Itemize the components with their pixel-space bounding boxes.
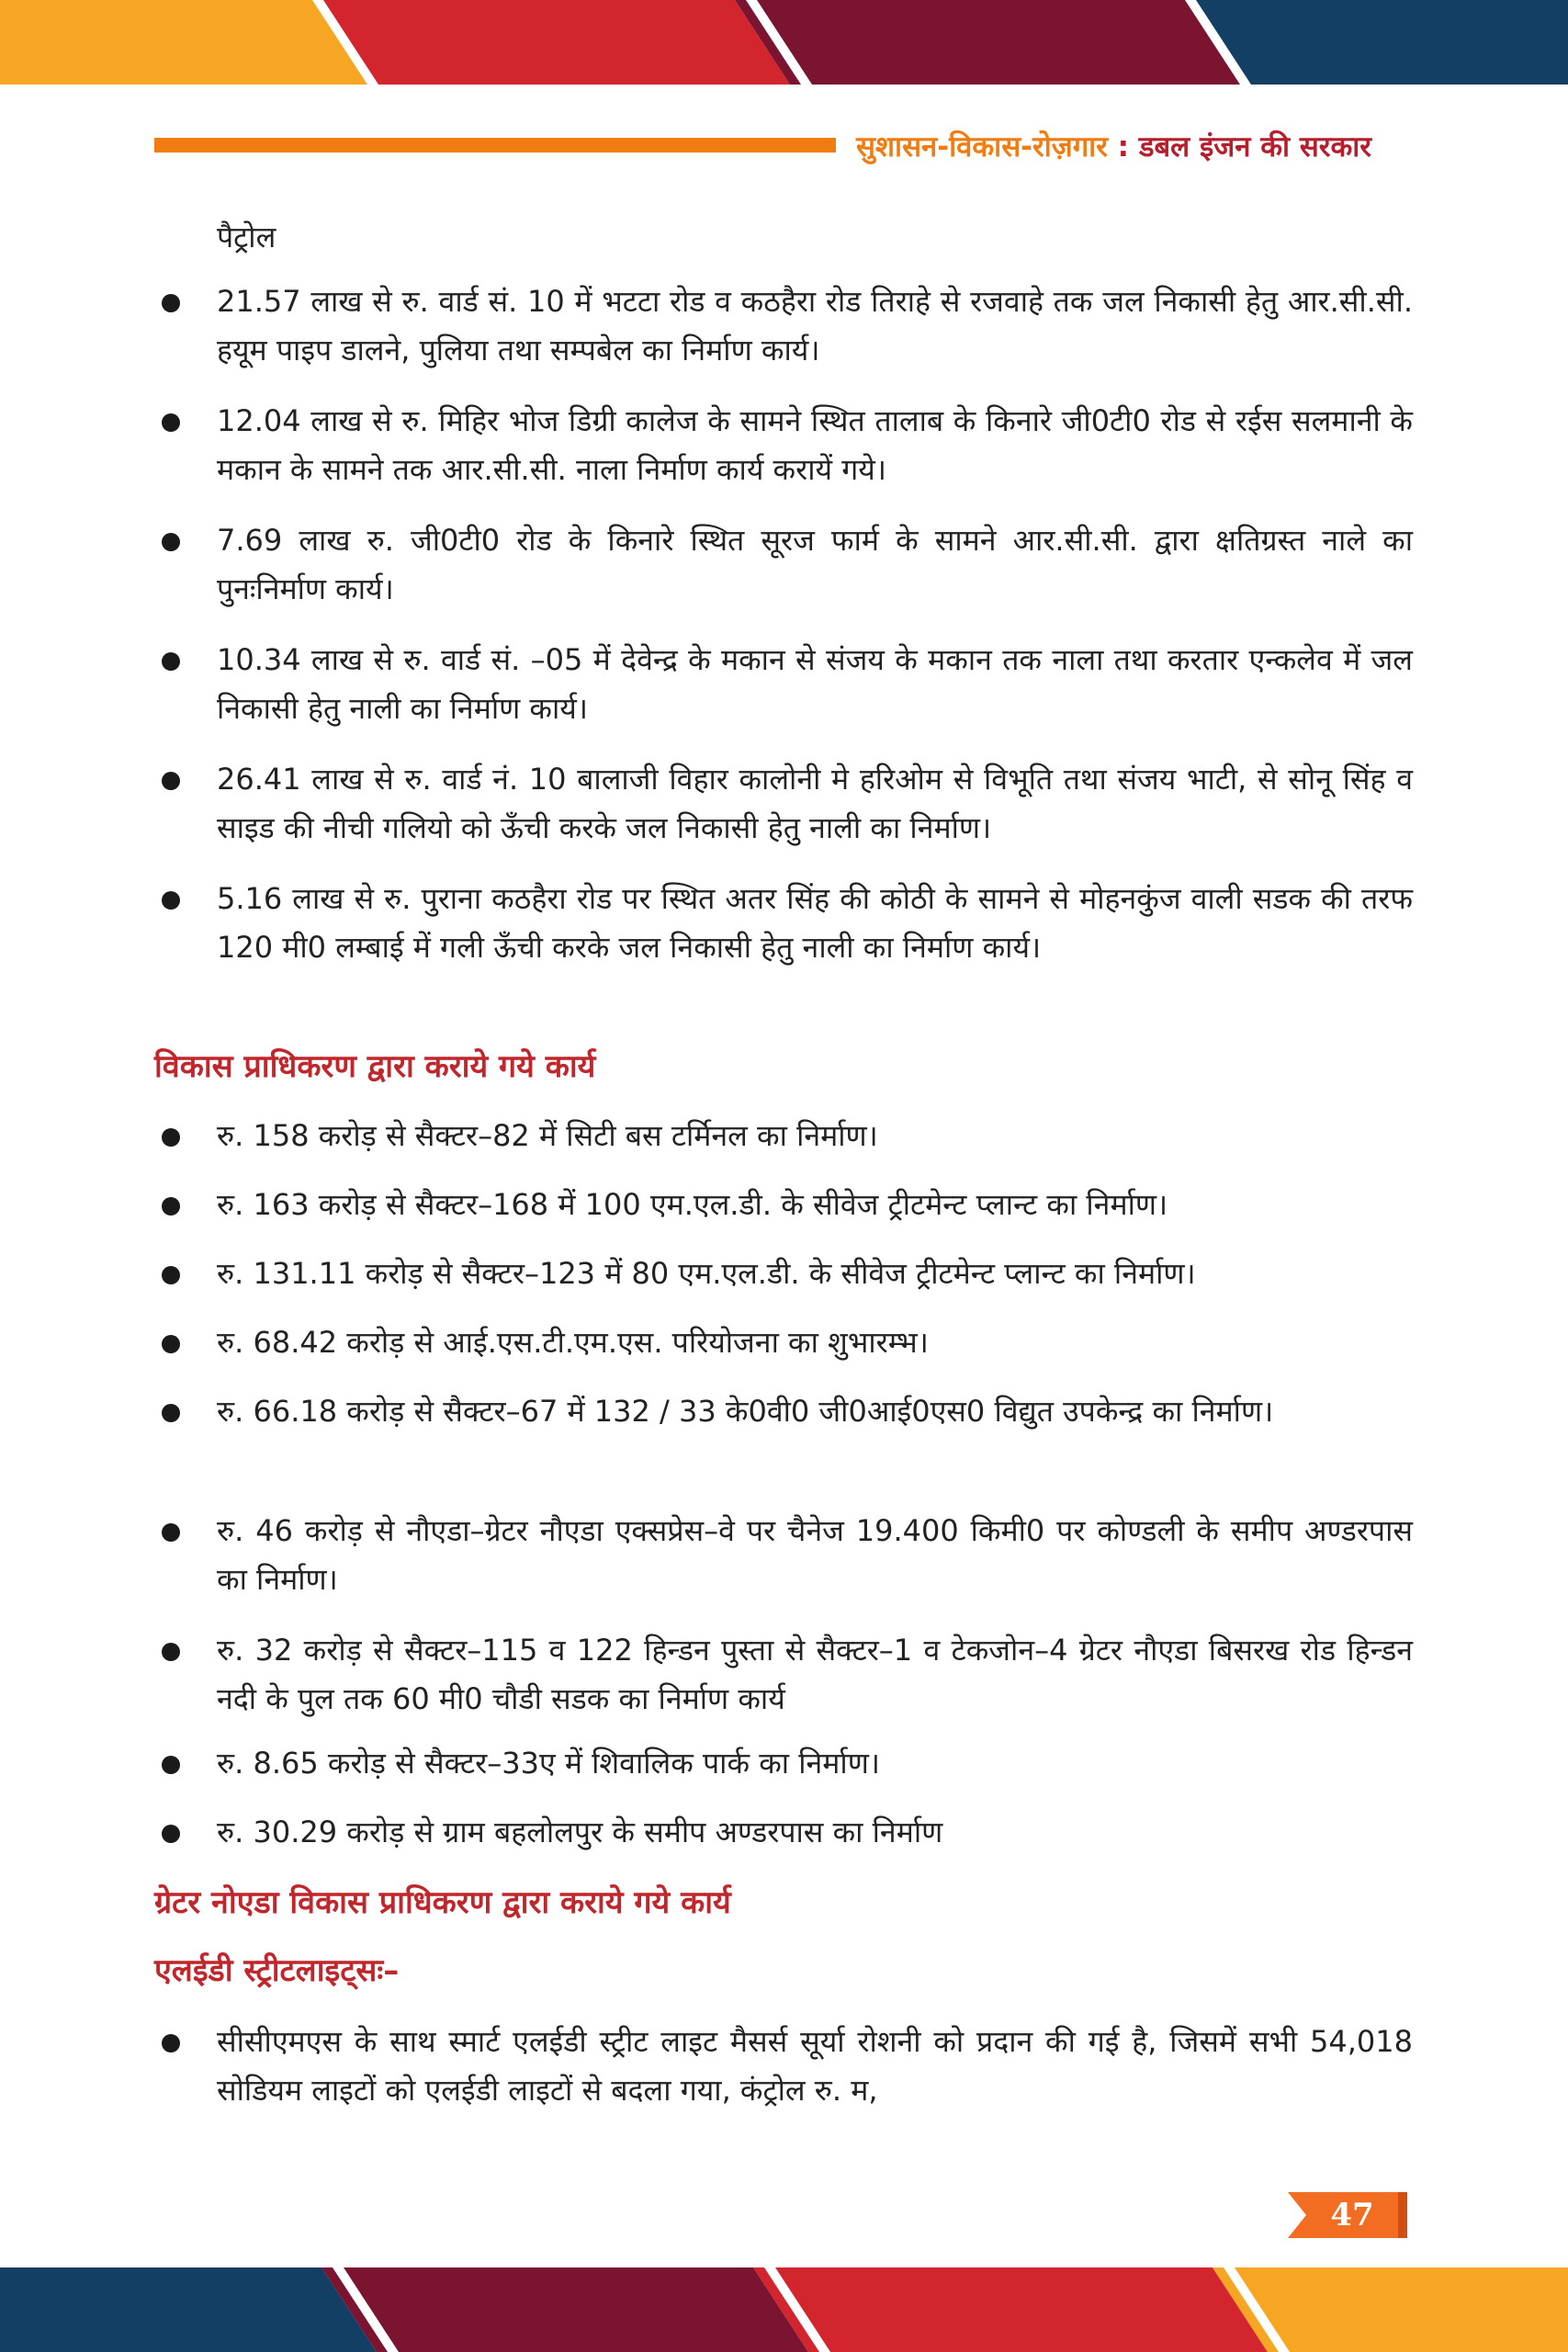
bullet-icon xyxy=(162,1128,180,1147)
list-item-text: रु. 30.29 करोड़ से ग्राम बहलोलपुर के समीप अण्डरपास का निर्माण xyxy=(217,1815,943,1849)
list-item xyxy=(154,397,1413,494)
list-item-text: 5.16 लाख से रु. पुराना कठहैरा रोड पर स्थित अतर सिंह की कोठी के सामने से मोहनकुंज वाली सडक की तरफ 120 मी0 लम्बाई में गली ऊँची करके जल निकासी हेतु नाली का निर्माण कार्य। xyxy=(217,881,1413,965)
bullet-icon xyxy=(162,2034,180,2052)
list-item xyxy=(154,755,1413,853)
bullet-icon xyxy=(162,772,180,790)
list-item xyxy=(154,1739,1413,1788)
running-header xyxy=(856,127,1426,167)
list-item xyxy=(154,1250,1413,1298)
bullet-icon xyxy=(162,1335,180,1353)
bullet-icon xyxy=(162,413,180,432)
section-heading: विकास प्राधिकरण द्वारा कराये गये कार्य xyxy=(154,1048,596,1085)
list-item xyxy=(154,1507,1413,1604)
list-item-text: सीसीएमएस के साथ स्मार्ट एलईडी स्ट्रीट लाइट मैसर्स सूर्या रोशनी को प्रदान की गई है, जिसमें सभी 54,018 सोडियम लाइटों को एलईडी लाइटों से बदला गया, कंट्रोल रु. म, xyxy=(217,2024,1413,2108)
bullet-icon xyxy=(162,1404,180,1422)
list-item-text: रु. 32 करोड़ से सैक्टर–115 व 122 हिन्डन पुस्ता से सैक्टर–1 व टेकजोन–4 ग्रेटर नौएडा बिसरख रोड हिन्डन नदी के पुल तक 60 मी0 चौडी सडक का निर्माण कार्य xyxy=(217,1633,1413,1716)
list-item-text: 7.69 लाख रु. जी0टी0 रोड के किनारे स्थित सूरज फार्म के सामने आर.सी.सी. द्वारा क्षतिग्रस्त नाले का पुनःनिर्माण कार्य। xyxy=(217,523,1413,606)
list-item xyxy=(154,875,1413,972)
bullet-icon xyxy=(162,533,180,551)
list-item-text: 10.34 लाख से रु. वार्ड सं. –05 में देवेन्द्र के मकान से संजय के मकान तक नाला तथा करतार एन्कलेव में जल निकासी हेतु नाली का निर्माण कार्य। xyxy=(217,642,1413,726)
list-item-text: रु. 46 करोड़ से नौएडा–ग्रेटर नौएडा एक्सप्रेस–वे पर चैनेज 19.400 किमी0 पर कोण्डली के समीप अण्डरपास का निर्माण। xyxy=(217,1513,1413,1597)
list-item xyxy=(154,1626,1413,1724)
list-item-text: रु. 131.11 करोड़ से सैक्टर–123 में 80 एम.एल.डी. के सीवेज ट्रीटमेन्ट प्लान्ट का निर्माण। xyxy=(217,1256,1196,1291)
bullet-icon xyxy=(162,891,180,910)
list-item xyxy=(154,516,1413,614)
list-item xyxy=(154,636,1413,733)
bullet-icon xyxy=(162,652,180,671)
running-header-part1: सुशासन-विकास-रोज़गार xyxy=(856,130,1108,164)
list-item xyxy=(154,1318,1413,1367)
continuation-text: पैट्रोल xyxy=(217,220,276,254)
bullet-icon xyxy=(162,1197,180,1216)
bullet-icon xyxy=(162,1523,180,1542)
list-item-text: रु. 158 करोड़ से सैक्टर–82 में सिटी बस टर्मिनल का निर्माण। xyxy=(217,1118,878,1153)
list-item-text: रु. 68.42 करोड़ से आई.एस.टी.एम.एस. परियोजना का शुभारम्भ। xyxy=(217,1325,929,1360)
list-item xyxy=(154,1387,1413,1436)
bullet-icon xyxy=(162,1643,180,1661)
bullet-icon xyxy=(162,1266,180,1284)
list-item-text: 21.57 लाख से रु. वार्ड सं. 10 में भटटा रोड व कठहैरा रोड तिराहे से रजवाहे तक जल निकासी हेतु आर.सी.सी. हयूम पाइप डालने, पुलिया तथा सम्पबेल का निर्माण कार्य। xyxy=(217,284,1413,368)
page-number: 47 xyxy=(1330,2197,1374,2233)
list-item-text: रु. 66.18 करोड़ से सैक्टर–67 में 132 / 33 के0वी0 जी0आई0एस0 विद्युत उपकेन्द्र का निर्माण। xyxy=(217,1394,1274,1429)
bullet-icon xyxy=(162,294,180,312)
section-heading: ग्रेटर नोएडा विकास प्राधिकरण द्वारा कराये गये कार्य xyxy=(154,1884,731,1921)
list-item xyxy=(154,1808,1413,1857)
page-number-tab xyxy=(1279,2192,1407,2238)
list-item-text: 12.04 लाख से रु. मिहिर भोज डिग्री कालेज के सामने स्थित तालाब के किनारे जी0टी0 रोड से रईस सलमानी के मकान के सामने तक आर.सी.सी. नाला निर्माण कार्य करायें गये। xyxy=(217,403,1413,487)
list-item xyxy=(154,277,1413,375)
header-rule xyxy=(154,138,836,153)
bottom-color-band xyxy=(0,2267,1568,2352)
bullet-icon xyxy=(162,1825,180,1843)
sub-section-heading: एलईडी स्ट्रीटलाइट्सः– xyxy=(154,1952,400,1989)
list-item-text: 26.41 लाख से रु. वार्ड नं. 10 बालाजी विहार कालोनी मे हरिओम से विभूति तथा संजय भाटी, से सोनू सिंह व साइड की नीची गलियो को ऊँची करके जल निकासी हेतु नाली का निर्माण। xyxy=(217,762,1413,845)
top-color-band xyxy=(0,0,1568,85)
list-item xyxy=(154,1112,1413,1160)
list-item-text: रु. 8.65 करोड़ से सैक्टर–33ए में शिवालिक पार्क का निर्माण। xyxy=(217,1746,880,1781)
list-item-text: रु. 163 करोड़ से सैक्टर–168 में 100 एम.एल.डी. के सीवेज ट्रीटमेन्ट प्लान्ट का निर्माण। xyxy=(217,1187,1168,1222)
bullet-icon xyxy=(162,1756,180,1774)
list-item xyxy=(154,1181,1413,1229)
running-header-part2: : डबल इंजन की सरकार xyxy=(1107,130,1371,164)
list-item xyxy=(154,2018,1413,2115)
